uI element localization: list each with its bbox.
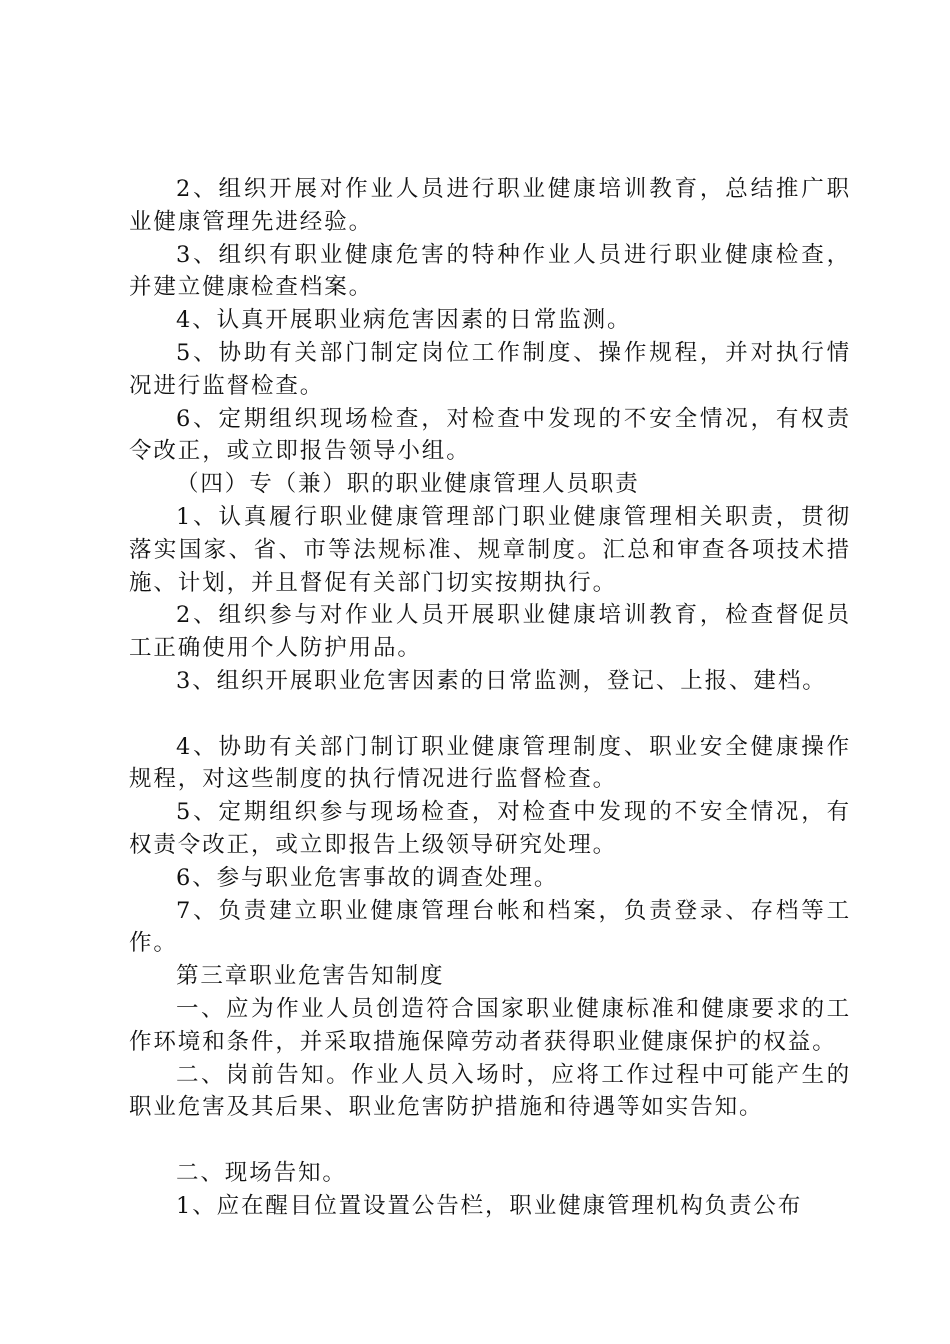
- paragraph-notice-1-environment: 一、应为作业人员创造符合国家职业健康标准和健康要求的工作环境和条件，并采取措施保障劳动者获得职业健康保护的权益。: [129, 995, 851, 1055]
- section-heading-staff-duties: （四）专（兼）职的职业健康管理人员职责: [176, 471, 640, 498]
- paragraph-duty-5-regulations: 5、协助有关部门制定岗位工作制度、操作规程，并对执行情况进行监督检查。: [129, 339, 851, 399]
- paragraph-duty-6-inspection: 6、定期组织现场检查，对检查中发现的不安全情况，有权责令改正，或立即报告领导小组。: [129, 405, 851, 465]
- paragraph-staff-1-responsibilities: 1、认真履行职业健康管理部门职业健康管理相关职责，贯彻落实国家、省、市等法规标准、规章制度。汇总和审查各项技术措施、计划，并且督促有关部门切实按期执行。: [129, 503, 851, 596]
- paragraph-duty-4-monitoring: 4、认真开展职业病危害因素的日常监测。: [176, 307, 632, 334]
- paragraph-duty-2-training: 2、组织开展对作业人员进行职业健康培训教育，总结推广职业健康管理先进经验。: [129, 176, 851, 235]
- paragraph-staff-5-inspection: 5、定期组织参与现场检查，对检查中发现的不安全情况，有权责令改正，或立即报告上级领导研究处理。: [129, 799, 851, 858]
- paragraph-notice-2-pre-job: 二、岗前告知。作业人员入场时，应将工作过程中可能产生的职业危害及其后果、职业危害防护措施和待遇等如实告知。: [129, 1061, 851, 1121]
- paragraph-notice-onsite-1-board: 1、应在醒目位置设置公告栏，职业健康管理机构负责公布: [176, 1192, 803, 1219]
- paragraph-staff-3-monitoring: 3、组织开展职业危害因素的日常监测，登记、上报、建档。: [176, 667, 827, 694]
- paragraph-staff-4-regulations: 4、协助有关部门制订职业健康管理制度、职业安全健康操作规程，对这些制度的执行情况进行监督检查。: [129, 733, 851, 793]
- paragraph-staff-2-training: 2、组织参与对作业人员开展职业健康培训教育，检查督促员工正确使用个人防护用品。: [129, 602, 851, 662]
- paragraph-staff-7-records: 7、负责建立职业健康管理台帐和档案，负责登录、存档等工作。: [129, 897, 851, 957]
- chapter-heading-notification: 第三章职业危害告知制度: [176, 963, 445, 990]
- paragraph-notice-onsite: 二、现场告知。: [176, 1159, 347, 1186]
- paragraph-staff-6-accident: 6、参与职业危害事故的调查处理。: [176, 864, 559, 891]
- document-body: [129, 173, 851, 1223]
- paragraph-duty-3-health-check: 3、组织有职业健康危害的特种作业人员进行职业健康检查，并建立健康检查档案。: [129, 241, 851, 301]
